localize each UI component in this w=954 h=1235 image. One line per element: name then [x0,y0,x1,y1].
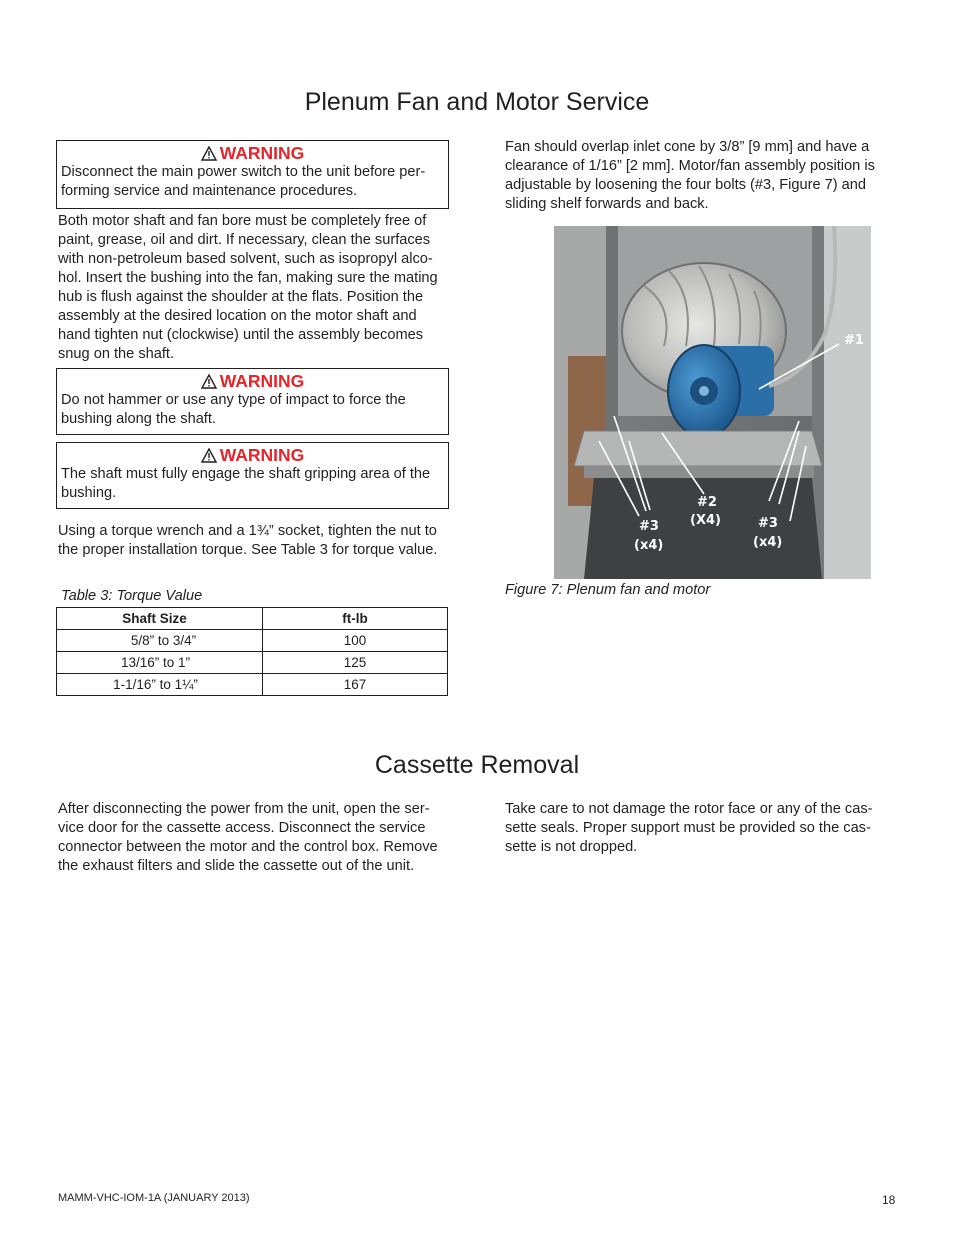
table-cell: 1-1/16” to 1¼” [57,674,263,696]
plenum-fan-motor-photo [554,226,871,579]
table-cell: 125 [263,652,448,674]
warning-triangle-icon [201,374,217,389]
warning-text: Do not hammer or use any type of impact to force the bushing along the shaft. [61,392,406,427]
figure-label-3-left: #3 [639,519,659,534]
figure-label-3-left-count: (x4) [634,538,664,553]
warning-heading [61,143,444,163]
figure-label-3-right-count: (x4) [753,535,783,550]
table-caption: Table 3: Torque Value [61,588,203,604]
warning-label: WARNING [219,371,305,391]
warning-triangle-icon [201,146,217,161]
figure-label-1: #1 [844,333,864,348]
section-title-plenum: Plenum Fan and Motor Service [304,88,650,116]
warning-box-shaft [56,442,449,509]
torque-table [56,607,448,696]
warning-box-hammer [56,368,449,435]
figure-label-3-right: #3 [758,516,778,531]
table-row [57,630,448,652]
table-header-ft-lb: ft-lb [263,608,448,630]
table-cell: 5/8” to 3/4” [57,630,263,652]
footer-page-number: 18 [882,1193,896,1207]
warning-box-power [56,140,449,209]
warning-label: WARNING [219,143,305,163]
figure-caption: Figure 7: Plenum fan and motor [505,582,711,598]
section-title-cassette: Cassette Removal [374,751,580,779]
footer-doc-id: MAMM-VHC-IOM-1A (JANUARY 2013) [58,1192,250,1204]
warning-text: The shaft must fully engage the shaft gripping area of the bushing. [61,466,431,501]
table-row [57,652,448,674]
warning-heading [61,445,444,465]
table-cell: 13/16” to 1” [57,652,263,674]
figure-label-2: #2 [697,495,717,510]
paragraph-cassette-left: After disconnecting the power from the unit, open the service door for the cassette access. Disconnect the service connector between the motor and the control box. Remove the exhaust filters and slide the cassette out of the unit. [58,801,438,874]
table-header-row [57,608,448,630]
paragraph-cleaning: Both motor shaft and fan bore must be completely free of paint, grease, oil and dirt. If necessary, clean the surfaces with non-petroleum based solvent, such as isopropyl alcohol. Insert the bushing into the fan, making sure the mating hub is flush against the shoulder at the flats. Position the assembly at the desired location on the motor shaft and hand tighten nut (clockwise) until the assembly becomes snug on the shaft. [58,213,438,362]
warning-heading [61,371,444,391]
paragraph-fan-overlap: Fan should overlap inlet cone by 3/8” [9 mm] and have a clearance of 1/16” [2 mm]. Motor/fan assembly position is adjustable by loosening the four bolts (#3, Figure 7) and sliding shelf forwards and back. [505,139,875,212]
table-header-shaft-size: Shaft Size [57,608,263,630]
table-cell: 100 [263,630,448,652]
warning-triangle-icon [201,448,217,463]
table-cell: 167 [263,674,448,696]
warning-text: Disconnect the main power switch to the unit before performing service and maintenance procedures. [61,164,426,199]
figure-label-2-count: (X4) [690,513,721,528]
paragraph-cassette-right: Take care to not damage the rotor face or any of the cassette seals. Proper support must be provided so the cassette is not dropped. [505,801,873,855]
warning-label: WARNING [219,445,305,465]
table-row [57,674,448,696]
paragraph-torque: Using a torque wrench and a 1¾” socket, tighten the nut to the proper installation torque. See Table 3 for torque value. [58,523,438,558]
